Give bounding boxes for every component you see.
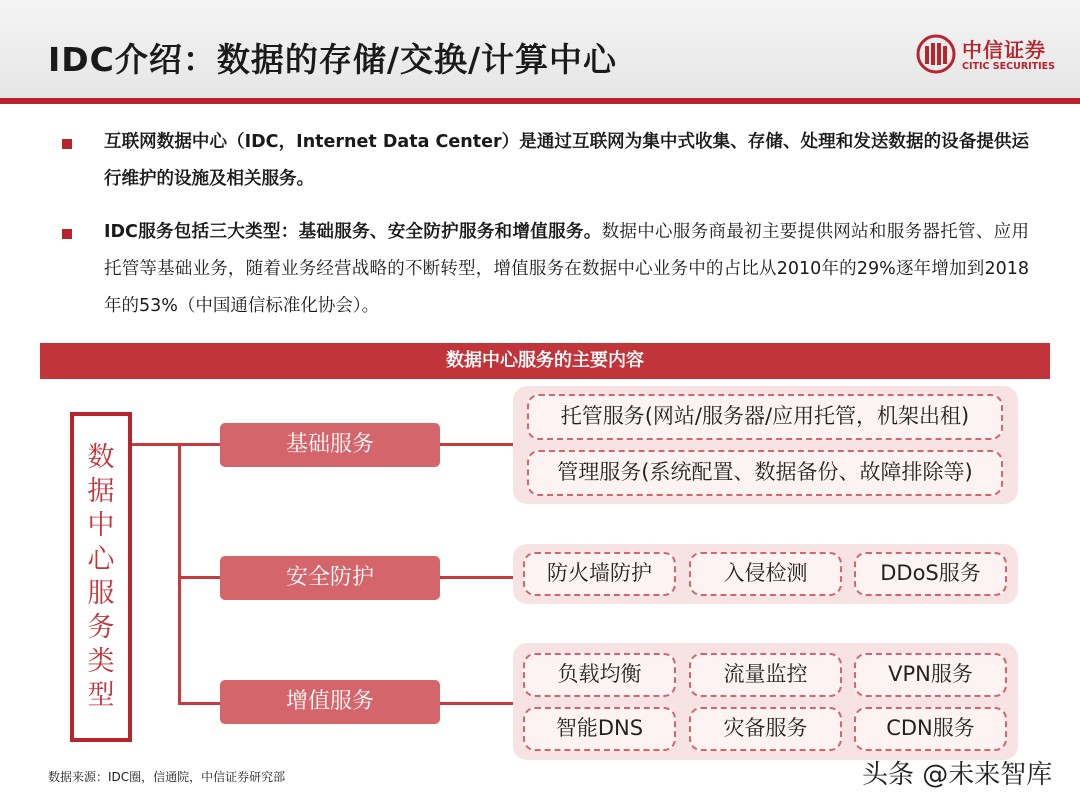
category-security: 安全防护 — [220, 556, 440, 600]
connector-to-group-value — [440, 702, 513, 705]
group-security — [513, 544, 1018, 604]
connector-branch-value — [178, 702, 220, 705]
paragraph-1-bold: 互联网数据中心（IDC，Internet Data Center）是通过互联网为集中式收集、存储、处理和发送数据的设备提供运行维护的设施及相关服务。 — [104, 132, 1029, 189]
connector-trunk — [178, 443, 181, 705]
connector-branch-security — [178, 576, 220, 579]
paragraph-2 — [104, 214, 1029, 325]
group-value-added — [513, 643, 1018, 760]
paragraph-2-text: 数据中心服务商最初主要提供网站和服务器托管、应用托管等基础业务，随着业务经营战略的不断转型，增值服务在数据中心业务中的占比从2010年的29%逐年增加到2018年的53%（中国通信标准化协会）。 — [104, 222, 1029, 316]
group-basic-services — [513, 386, 1018, 504]
item-intrusion-detection: 入侵检测 — [689, 552, 842, 596]
root-char: 据 — [87, 476, 115, 507]
logo-name: 中信证券 — [962, 38, 1046, 62]
item-vpn: VPN服务 — [854, 653, 1007, 697]
root-box — [70, 412, 132, 742]
watermark: 头条 @未来智库 — [862, 760, 1053, 790]
diagram-title-band: 数据中心服务的主要内容 — [40, 343, 1050, 379]
root-char: 型 — [87, 680, 115, 711]
paragraph-2-bold: IDC服务包括三大类型：基础服务、安全防护服务和增值服务。 — [104, 222, 602, 242]
item-traffic-monitoring: 流量监控 — [689, 653, 842, 697]
item-hosting: 托管服务(网站/服务器/应用托管，机架出租) — [527, 394, 1003, 440]
root-char: 类 — [87, 646, 115, 677]
connector-to-group-basic — [440, 443, 513, 446]
item-management: 管理服务(系统配置、数据备份、故障排除等) — [527, 450, 1003, 496]
connector-to-group-security — [440, 576, 513, 579]
header-divider — [0, 98, 1080, 104]
data-source: 数据来源：IDC圈，信通院，中信证券研究部 — [48, 770, 286, 784]
root-char: 数 — [87, 442, 115, 473]
item-ddos: DDoS服务 — [854, 552, 1007, 596]
category-basic-services: 基础服务 — [220, 423, 440, 467]
item-smart-dns: 智能DNS — [523, 707, 676, 751]
page-title: IDC介绍：数据的存储/交换/计算中心 — [48, 40, 617, 79]
item-disaster-recovery: 灾备服务 — [689, 707, 842, 751]
root-char: 中 — [87, 510, 115, 541]
logo-subtitle: CITIC SECURITIES — [962, 61, 1056, 72]
connector-branch-basic — [178, 443, 220, 446]
root-char: 服 — [87, 578, 115, 609]
root-char: 务 — [87, 612, 115, 643]
paragraph-1 — [104, 124, 1029, 198]
bullet-icon — [62, 229, 72, 239]
item-load-balancing: 负载均衡 — [523, 653, 676, 697]
category-value-added: 增值服务 — [220, 680, 440, 724]
connector-root — [132, 443, 180, 446]
item-cdn: CDN服务 — [854, 707, 1007, 751]
item-firewall: 防火墙防护 — [523, 552, 676, 596]
root-char: 心 — [87, 544, 115, 575]
citic-logo — [916, 32, 1066, 80]
bullet-icon — [62, 139, 72, 149]
citic-emblem-icon — [916, 34, 956, 74]
